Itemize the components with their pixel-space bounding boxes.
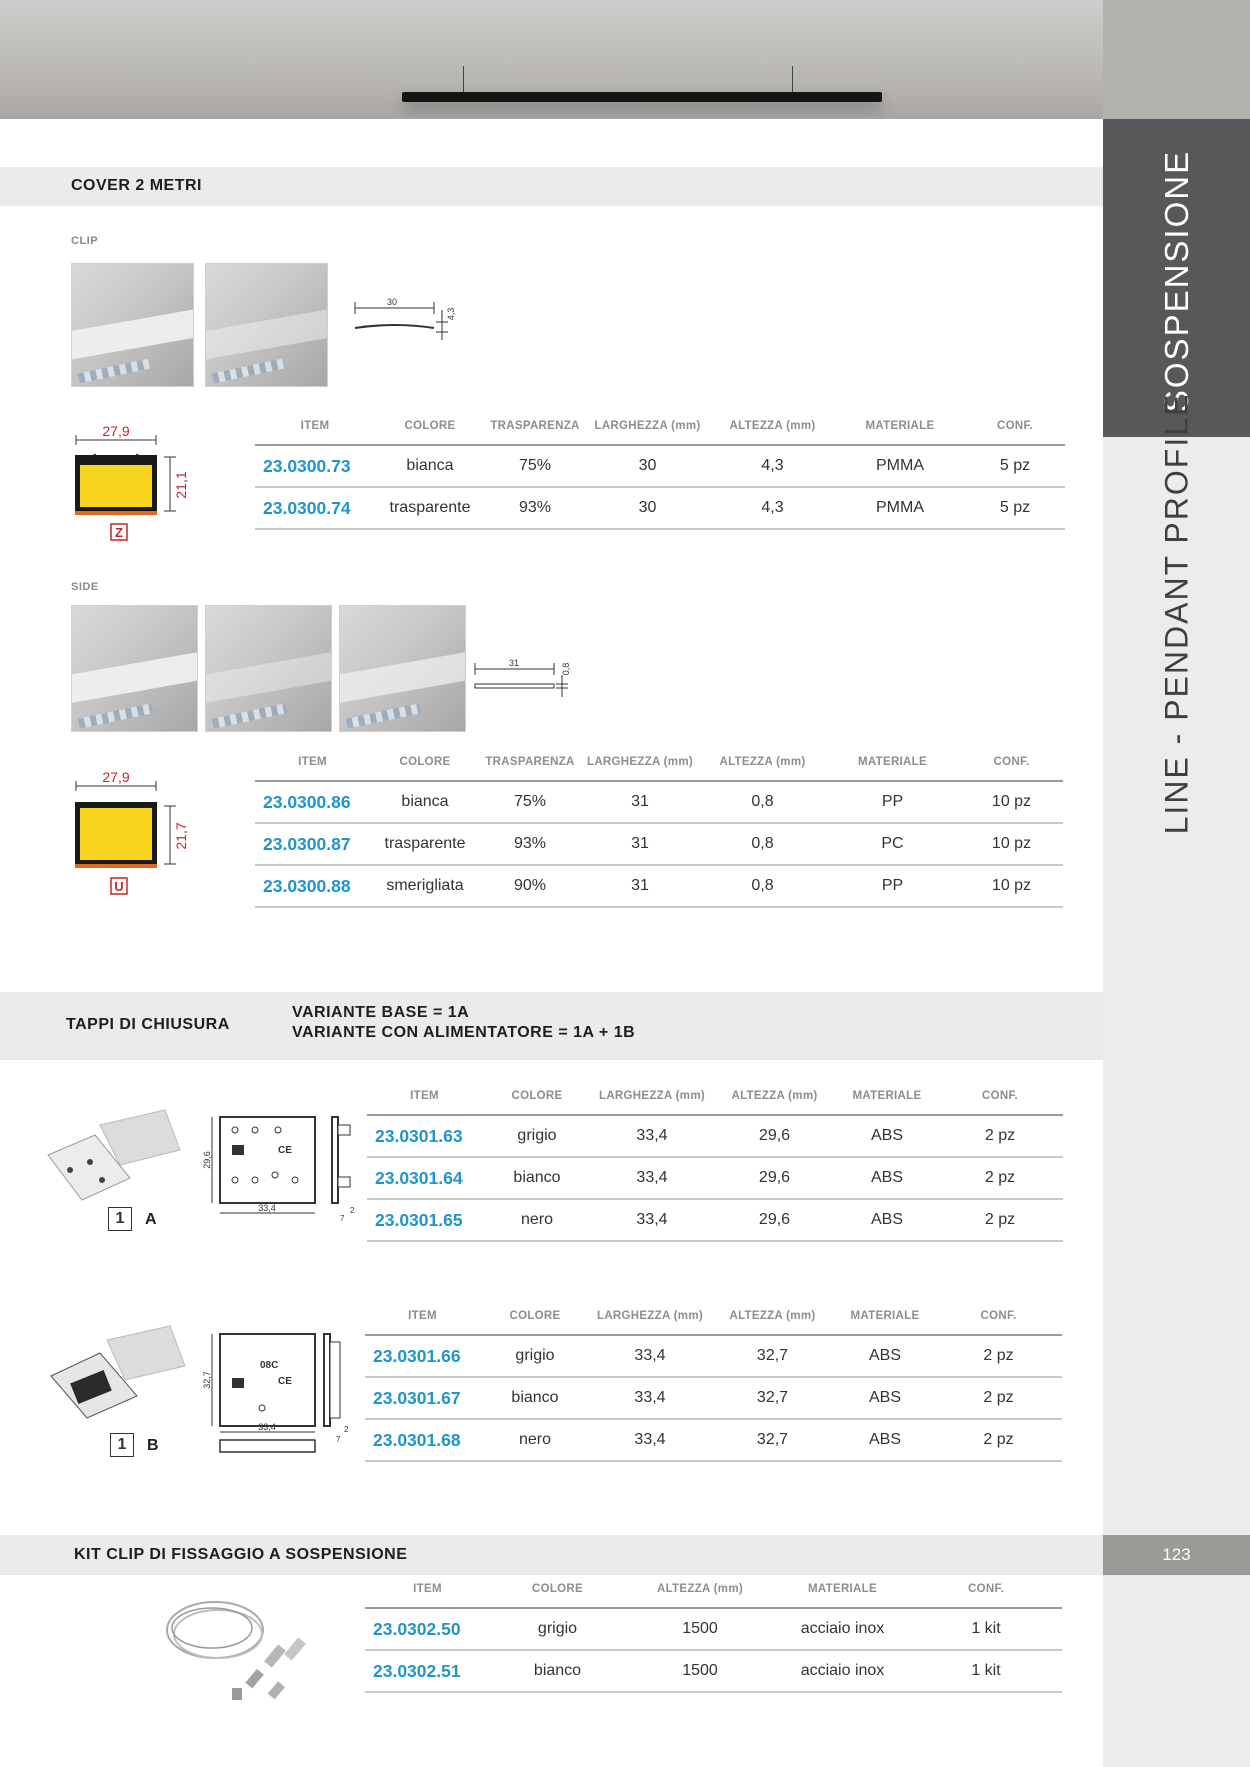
- cap-width-value: 33,4: [258, 1203, 276, 1213]
- clip-spec-table: [255, 408, 1065, 530]
- table-row: [365, 1335, 1062, 1377]
- suspension-wire: [463, 66, 464, 94]
- cell-altezza: 1500: [625, 1650, 775, 1692]
- cap-depth-2: 7: [336, 1435, 341, 1444]
- cell-larghezza: 33,4: [592, 1199, 712, 1241]
- product-photo: [71, 605, 198, 732]
- cell-materiale: ABS: [837, 1157, 937, 1199]
- col-header: ITEM: [367, 1078, 482, 1115]
- col-header: LARGHEZZA (mm): [585, 408, 710, 445]
- cell-larghezza: 33,4: [590, 1419, 710, 1461]
- cell-larghezza: 31: [580, 781, 700, 823]
- item-code: 23.0302.50: [365, 1608, 490, 1650]
- cell-altezza: 32,7: [710, 1377, 835, 1419]
- cap-depth-1: 2: [350, 1206, 355, 1215]
- col-header: TRASPARENZA: [480, 744, 580, 781]
- cell-colore: bianca: [375, 445, 485, 487]
- cell-altezza: 4,3: [710, 445, 835, 487]
- cap-height-value: 29,6: [202, 1151, 212, 1169]
- suspension-wire: [792, 66, 793, 94]
- cap-depth-1: 2: [344, 1425, 349, 1434]
- category-label: SOSPENSIONE: [1158, 149, 1195, 413]
- table-header-row: [255, 408, 1065, 445]
- cap-number-tag: 1: [110, 1433, 134, 1457]
- cell-colore: smerigliata: [370, 865, 480, 907]
- cell-materiale: acciaio inox: [775, 1608, 910, 1650]
- cap-b-spec-table: [365, 1298, 1062, 1462]
- cell-conf: 5 pz: [965, 445, 1065, 487]
- cell-altezza: 29,6: [712, 1157, 837, 1199]
- clip-width-value: 30: [386, 297, 398, 307]
- section-title: TAPPI DI CHIUSURA: [66, 1016, 230, 1033]
- table-row: [367, 1115, 1063, 1157]
- svg-text:CE: CE: [278, 1376, 292, 1387]
- cell-larghezza: 31: [580, 865, 700, 907]
- col-header: MATERIALE: [835, 1298, 935, 1335]
- col-header: CONF.: [937, 1078, 1063, 1115]
- cell-materiale: ABS: [835, 1377, 935, 1419]
- cell-larghezza: 33,4: [592, 1157, 712, 1199]
- hero-image: [0, 0, 1103, 119]
- svg-text:08C: 08C: [260, 1360, 279, 1371]
- cell-conf: 2 pz: [937, 1199, 1063, 1241]
- table-row: [255, 781, 1063, 823]
- variant-base: VARIANTE BASE = 1A: [292, 1004, 470, 1021]
- item-code: 23.0302.51: [365, 1650, 490, 1692]
- clip-label: CLIP: [71, 235, 99, 247]
- item-code: 23.0300.87: [255, 823, 370, 865]
- col-header: COLORE: [490, 1571, 625, 1608]
- cell-larghezza: 33,4: [590, 1377, 710, 1419]
- cell-altezza: 0,8: [700, 823, 825, 865]
- cell-materiale: PMMA: [835, 487, 965, 529]
- cell-altezza: 4,3: [710, 487, 835, 529]
- col-header: ALTEZZA (mm): [625, 1571, 775, 1608]
- end-cap-photo: [45, 1318, 190, 1423]
- cell-trasparenza: 93%: [485, 487, 585, 529]
- table-row: [367, 1157, 1063, 1199]
- end-cap-photo: [40, 1100, 185, 1205]
- cell-conf: 2 pz: [935, 1335, 1062, 1377]
- cell-colore: bianco: [490, 1650, 625, 1692]
- profile-section-drawing: [70, 425, 205, 545]
- cap-height-value: 32,7: [202, 1371, 212, 1389]
- cell-trasparenza: 75%: [485, 445, 585, 487]
- col-header: LARGHEZZA (mm): [590, 1298, 710, 1335]
- col-header: ITEM: [365, 1298, 480, 1335]
- svg-text:CE: CE: [278, 1145, 292, 1156]
- cell-materiale: ABS: [837, 1115, 937, 1157]
- cell-trasparenza: 75%: [480, 781, 580, 823]
- product-photo: [205, 263, 328, 387]
- profile-section-drawing: [70, 770, 205, 900]
- cap-depth-2: 7: [340, 1214, 345, 1223]
- cell-colore: trasparente: [375, 487, 485, 529]
- col-header: MATERIALE: [835, 408, 965, 445]
- table-row: [255, 865, 1063, 907]
- cell-conf: 10 pz: [960, 781, 1063, 823]
- cell-larghezza: 30: [585, 445, 710, 487]
- cell-colore: grigio: [480, 1335, 590, 1377]
- table-header-row: [367, 1078, 1063, 1115]
- cell-altezza: 32,7: [710, 1419, 835, 1461]
- cell-altezza: 29,6: [712, 1115, 837, 1157]
- section-header-cover: [0, 167, 1103, 206]
- col-header: TRASPARENZA: [485, 408, 585, 445]
- table-header-row: [255, 744, 1063, 781]
- table-row: [365, 1650, 1062, 1692]
- cell-colore: bianco: [482, 1157, 592, 1199]
- product-photo: [339, 605, 466, 732]
- item-code: 23.0301.66: [365, 1335, 480, 1377]
- side-height-value: 0,8: [561, 662, 571, 676]
- cell-materiale: ABS: [835, 1335, 935, 1377]
- item-code: 23.0301.67: [365, 1377, 480, 1419]
- cell-materiale: PP: [825, 865, 960, 907]
- table-header-row: [365, 1298, 1062, 1335]
- side-rail: [1103, 0, 1250, 1767]
- col-header: ITEM: [255, 744, 370, 781]
- cap-letter: B: [147, 1437, 159, 1454]
- col-header: ALTEZZA (mm): [710, 1298, 835, 1335]
- end-cap-technical-drawing: [200, 1105, 360, 1225]
- cell-materiale: acciaio inox: [775, 1650, 910, 1692]
- cell-materiale: PC: [825, 823, 960, 865]
- cell-larghezza: 33,4: [592, 1115, 712, 1157]
- table-row: [367, 1199, 1063, 1241]
- section-header-kit: [0, 1535, 1103, 1575]
- col-header: COLORE: [370, 744, 480, 781]
- cell-colore: bianca: [370, 781, 480, 823]
- profile-width-value: 27,9: [102, 425, 130, 439]
- cell-trasparenza: 93%: [480, 823, 580, 865]
- table-header-row: [365, 1571, 1062, 1608]
- cell-larghezza: 33,4: [590, 1335, 710, 1377]
- profile-width-value: 27,9: [102, 770, 130, 785]
- cell-colore: nero: [480, 1419, 590, 1461]
- col-header: ALTEZZA (mm): [712, 1078, 837, 1115]
- cell-materiale: ABS: [837, 1199, 937, 1241]
- cell-altezza: 29,6: [712, 1199, 837, 1241]
- cell-conf: 2 pz: [937, 1115, 1063, 1157]
- clip-dimension-drawing: [350, 290, 460, 350]
- cell-larghezza: 30: [585, 487, 710, 529]
- table-row: [255, 487, 1065, 529]
- item-code: 23.0300.74: [255, 487, 375, 529]
- section-title: COVER 2 METRI: [71, 177, 202, 194]
- clip-height-value: 4,3: [446, 307, 456, 321]
- profile-height-value: 21,7: [173, 822, 189, 850]
- table-row: [365, 1419, 1062, 1461]
- suspension-kit-photo: [160, 1590, 345, 1715]
- cell-colore: bianco: [480, 1377, 590, 1419]
- section-header-caps: [0, 992, 1103, 1060]
- side-label: SIDE: [71, 581, 99, 593]
- col-header: ITEM: [365, 1571, 490, 1608]
- cell-colore: trasparente: [370, 823, 480, 865]
- col-header: CONF.: [960, 744, 1063, 781]
- series-label: LINE - PENDANT PROFILE: [1158, 392, 1195, 835]
- cell-conf: 10 pz: [960, 865, 1063, 907]
- item-code: 23.0301.64: [367, 1157, 482, 1199]
- variant-alimentatore: VARIANTE CON ALIMENTATORE = 1A + 1B: [292, 1024, 636, 1041]
- col-header: ITEM: [255, 408, 375, 445]
- cell-conf: 2 pz: [937, 1157, 1063, 1199]
- cell-colore: grigio: [490, 1608, 625, 1650]
- rail-top: [1103, 0, 1250, 119]
- col-header: LARGHEZZA (mm): [592, 1078, 712, 1115]
- cell-conf: 2 pz: [935, 1377, 1062, 1419]
- profile-letter: Z: [115, 525, 123, 540]
- cell-materiale: PMMA: [835, 445, 965, 487]
- cell-conf: 5 pz: [965, 487, 1065, 529]
- side-dimension-drawing: [470, 655, 580, 705]
- col-header: LARGHEZZA (mm): [580, 744, 700, 781]
- cell-colore: grigio: [482, 1115, 592, 1157]
- item-code: 23.0300.86: [255, 781, 370, 823]
- page-number: 123: [1103, 1535, 1250, 1575]
- section-title: KIT CLIP DI FISSAGGIO A SOSPENSIONE: [74, 1546, 408, 1563]
- cell-altezza: 0,8: [700, 865, 825, 907]
- cell-conf: 2 pz: [935, 1419, 1062, 1461]
- col-header: CONF.: [965, 408, 1065, 445]
- cap-a-spec-table: [367, 1078, 1063, 1242]
- cell-colore: nero: [482, 1199, 592, 1241]
- col-header: COLORE: [375, 408, 485, 445]
- col-header: CONF.: [935, 1298, 1062, 1335]
- cell-conf: 1 kit: [910, 1650, 1062, 1692]
- cell-conf: 10 pz: [960, 823, 1063, 865]
- table-row: [365, 1608, 1062, 1650]
- col-header: COLORE: [482, 1078, 592, 1115]
- table-row: [255, 823, 1063, 865]
- side-spec-table: [255, 744, 1063, 908]
- col-header: MATERIALE: [837, 1078, 937, 1115]
- cell-larghezza: 31: [580, 823, 700, 865]
- cell-materiale: ABS: [835, 1419, 935, 1461]
- profile-height-value: 21,1: [173, 471, 189, 499]
- table-row: [255, 445, 1065, 487]
- cell-trasparenza: 90%: [480, 865, 580, 907]
- item-code: 23.0301.68: [365, 1419, 480, 1461]
- table-row: [365, 1377, 1062, 1419]
- col-header: ALTEZZA (mm): [710, 408, 835, 445]
- end-cap-technical-drawing: [200, 1328, 360, 1463]
- col-header: CONF.: [910, 1571, 1062, 1608]
- col-header: COLORE: [480, 1298, 590, 1335]
- kit-spec-table: [365, 1571, 1062, 1693]
- cell-altezza: 1500: [625, 1608, 775, 1650]
- cell-materiale: PP: [825, 781, 960, 823]
- profile-letter: U: [114, 879, 124, 894]
- cell-altezza: 0,8: [700, 781, 825, 823]
- item-code: 23.0300.88: [255, 865, 370, 907]
- cap-letter: A: [145, 1211, 157, 1228]
- cap-number-tag: 1: [108, 1207, 132, 1231]
- col-header: MATERIALE: [825, 744, 960, 781]
- item-code: 23.0301.65: [367, 1199, 482, 1241]
- col-header: MATERIALE: [775, 1571, 910, 1608]
- cap-width-value: 33,4: [258, 1422, 276, 1432]
- item-code: 23.0300.73: [255, 445, 375, 487]
- product-photo: [71, 263, 194, 387]
- item-code: 23.0301.63: [367, 1115, 482, 1157]
- col-header: ALTEZZA (mm): [700, 744, 825, 781]
- pendant-lamp: [402, 92, 882, 102]
- cell-altezza: 32,7: [710, 1335, 835, 1377]
- product-photo: [205, 605, 332, 732]
- side-width-value: 31: [508, 658, 520, 668]
- cell-conf: 1 kit: [910, 1608, 1062, 1650]
